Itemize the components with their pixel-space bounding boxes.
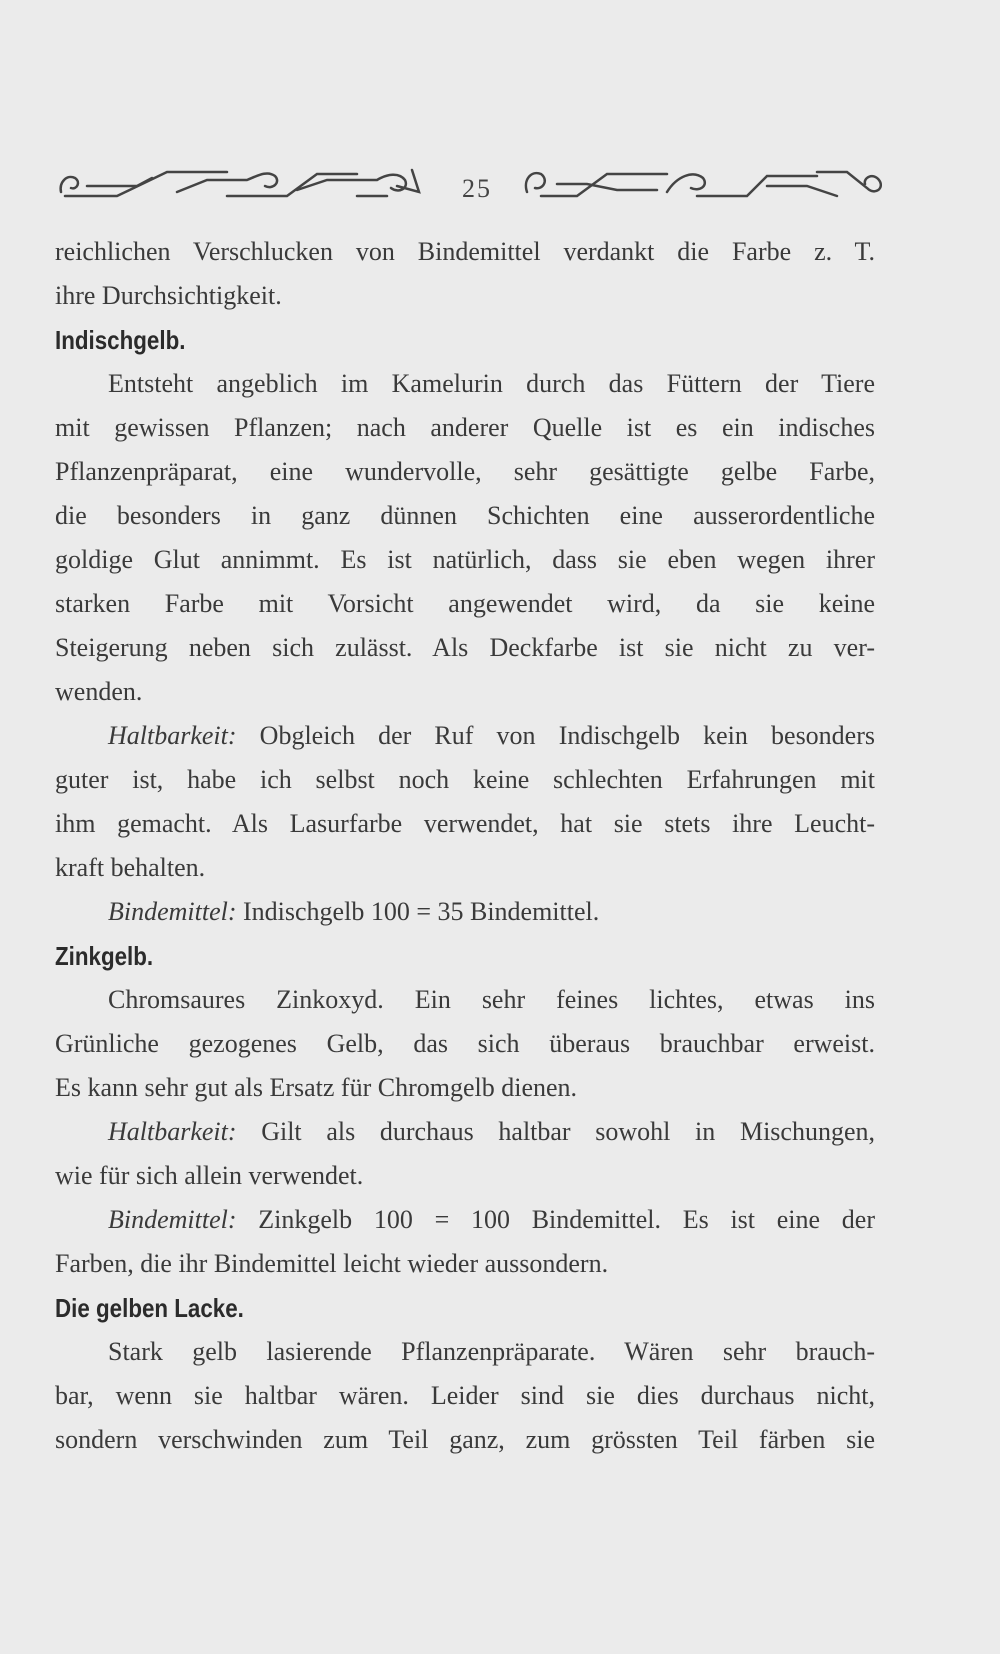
text-line: Stark gelb lasierende Pflanzenpräparate. Wären sehr brauch- (108, 1337, 875, 1366)
text-line (55, 714, 875, 758)
text-line: bar, wenn sie haltbar wären. Leider sind sie dies durchaus nicht, (55, 1381, 875, 1410)
text-line: Chromsaures Zinkoxyd. Ein sehr feines lichtes, etwas ins (108, 985, 875, 1014)
section-heading-gelbe-lacke: Die gelben Lacke. (55, 1293, 244, 1323)
text-span: Obgleich der Ruf von Indischgelb kein besonders (236, 721, 875, 750)
ornament-left-icon (57, 162, 427, 202)
text-line: mit gewissen Pflanzen; nach anderer Quelle ist es ein indisches (55, 413, 875, 442)
text-line: starken Farbe mit Vorsicht angewendet wird, da sie keine (55, 589, 875, 618)
label-bindemittel: Bindemittel: (108, 1205, 237, 1234)
text-line: Grünliche gezogenes Gelb, das sich überaus brauchbar erweist. (55, 1029, 875, 1058)
text-line: reichlichen Verschlucken von Bindemittel verdankt die Farbe z. T. (55, 237, 875, 266)
page-number: 25 (462, 174, 492, 203)
text-line: kraft behalten. (55, 853, 206, 882)
text-line: ihre Durchsichtigkeit. (55, 281, 282, 310)
text-line: goldige Glut annimmt. Es ist natürlich, dass sie eben wegen ihrer (55, 545, 875, 574)
section-heading-zinkgelb: Zinkgelb. (55, 941, 154, 971)
text-line (55, 1198, 875, 1242)
text-span: Gilt als durchaus haltbar sowohl in Mischungen, (236, 1117, 875, 1146)
label-bindemittel: Bindemittel: (108, 897, 237, 926)
text-line: Pflanzenpräparat, eine wundervolle, sehr gesättigte gelbe Farbe, (55, 457, 875, 486)
text-line: sondern verschwinden zum Teil ganz, zum grössten Teil färben sie (55, 1425, 875, 1454)
text-line: Farben, die ihr Bindemittel leicht wieder aussondern. (55, 1249, 609, 1278)
text-span: Indischgelb 100 = 35 Bindemittel. (236, 897, 600, 926)
text-line: Steigerung neben sich zulässt. Als Deckfarbe ist sie nicht zu ver- (55, 633, 875, 662)
text-line: Es kann sehr gut als Ersatz für Chromgelb dienen. (55, 1073, 578, 1102)
text-line (55, 1110, 875, 1154)
label-haltbarkeit: Haltbarkeit: (108, 721, 237, 750)
text-line: wie für sich allein verwendet. (55, 1161, 364, 1190)
text-line: wenden. (55, 677, 143, 706)
text-line: die besonders in ganz dünnen Schichten eine ausserordentliche (55, 501, 875, 530)
text-line: Entsteht angeblich im Kamelurin durch das Füttern der Tiere (108, 369, 875, 398)
text-line: guter ist, habe ich selbst noch keine schlechten Erfahrungen mit (55, 765, 875, 794)
ornament-right-icon (517, 162, 887, 202)
text-span: Zinkgelb 100 = 100 Bindemittel. Es ist eine der (236, 1205, 875, 1234)
page-header (57, 162, 887, 212)
page-body (55, 230, 875, 1462)
text-line (55, 890, 875, 934)
section-heading-indischgelb: Indischgelb. (55, 325, 186, 355)
label-haltbarkeit: Haltbarkeit: (108, 1117, 237, 1146)
text-line: ihm gemacht. Als Lasurfarbe verwendet, hat sie stets ihre Leucht- (55, 809, 875, 838)
